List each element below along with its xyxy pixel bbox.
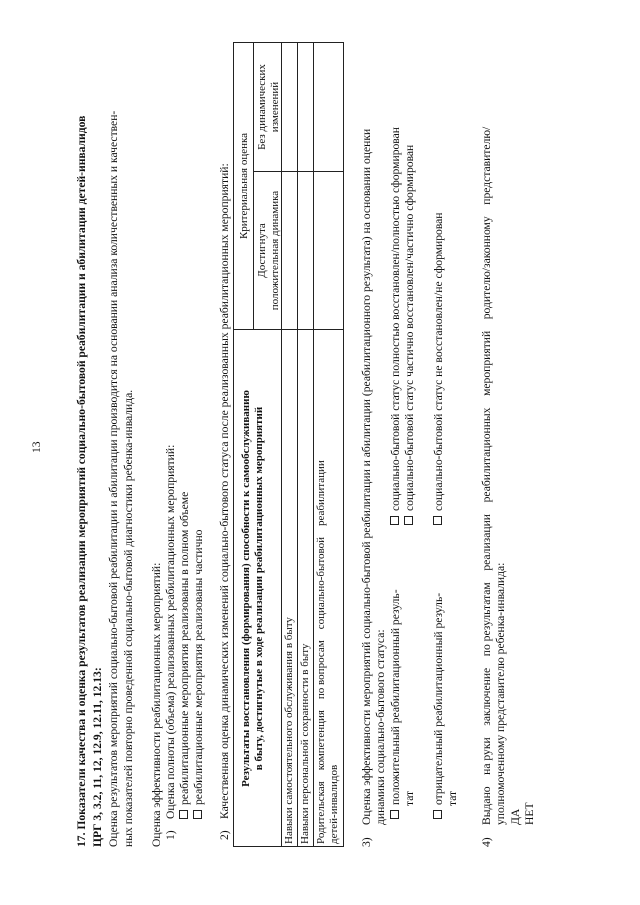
table-row-divider xyxy=(313,42,314,847)
positive-result-label: положительный реабилитационный резуль- xyxy=(389,589,402,805)
page-number: 13 xyxy=(30,441,43,453)
header-results-line1: Результаты восстановления (формирования) способности к самообслуживанию xyxy=(240,390,252,787)
section-heading: 17. Показатели качества и оценка результатов реализации мероприятий социально-бытовой реабилитации и абилитации детей-инвалидов xyxy=(75,115,88,847)
header-no-dynamics-line2: изменений xyxy=(268,81,281,133)
table-col-divider xyxy=(233,329,344,330)
option-partial xyxy=(192,530,205,819)
option-full xyxy=(178,492,191,819)
negative-option-label: социально-бытовой статус не восстановлен/не сформирован xyxy=(432,212,445,511)
negative-result-checkbox[interactable] xyxy=(433,810,442,819)
item-3-number: 3) xyxy=(360,837,373,847)
section-heading-codes: ЦРГ 3, 3.2, 11, 12, 12.9, 12.11, 12.13: xyxy=(91,667,104,847)
positive-option-partial xyxy=(403,145,416,525)
table-group-divider xyxy=(253,42,254,330)
table-row-parental-line2: детей-инвалидов xyxy=(327,764,340,844)
negative-result-cont: тат xyxy=(446,790,459,806)
positive-option-partial-checkbox[interactable] xyxy=(404,516,413,525)
positive-option-full-checkbox[interactable] xyxy=(390,516,399,525)
table-border-top xyxy=(233,42,234,847)
header-achieved xyxy=(256,173,281,328)
header-results-line2: в быту, достигнутые в ходе реализации реабилитационных мероприятий xyxy=(252,406,265,771)
table-border-left xyxy=(233,846,344,847)
item-1-text: Оценка полноты (объема) реализованных реабилитационных мероприятий: xyxy=(164,444,177,819)
item-3-text: Оценка эффективности мероприятий социально-бытовой реабилитации и абилитации (реабилитационного результата) на основании оценки xyxy=(360,128,373,825)
table-header-bottom xyxy=(281,42,282,847)
header-no-dynamics-line1: Без динамических xyxy=(256,64,268,150)
negative-option xyxy=(432,212,445,525)
header-achieved-line1: Достигнута xyxy=(256,223,268,278)
negative-option-checkbox[interactable] xyxy=(433,516,442,525)
header-criteria: Критериальная оценка xyxy=(238,132,250,240)
option-partial-checkbox[interactable] xyxy=(193,810,202,819)
item-4-number: 4) xyxy=(480,837,493,847)
header-results xyxy=(240,332,265,845)
answer-yes: ДА xyxy=(509,808,522,825)
item-2-text: Качественная оценка динамических изменений социально-бытового статуса после реализованных реабилитационных мероприятий: xyxy=(218,163,231,819)
positive-result-cont: тат xyxy=(403,790,416,806)
table-row-parental-line1: Родительская компетенция по вопросам социально-бытовой реабилитации xyxy=(315,460,327,844)
positive-option-full-label: социально-бытовой статус полностью восстановлен/полностью сформирован xyxy=(389,127,402,511)
answer-no: НЕТ xyxy=(523,802,536,825)
table-border-right xyxy=(233,42,344,43)
section-paragraph-cont: ных показателей повторно проведенной социально-бытовой диагностики ребенка-инвалида. xyxy=(122,389,135,847)
table-row-self-service: Навыки самостоятельного обслуживания в быту xyxy=(283,617,295,844)
positive-option-partial-label: социально-бытовой статус частично восстановлен/частично сформирован xyxy=(403,144,416,511)
effectiveness-title: Оценка эффективности реабилитационных мероприятий: xyxy=(150,562,163,847)
item-4-text: Выдано на руки заключение по результатам реализации реабилитационных мероприятий родителю/законному представителю/ xyxy=(480,126,493,825)
item-3-text-cont: динамики социально-бытового статуса: xyxy=(374,629,387,825)
item-1-number: 1) xyxy=(164,830,177,840)
table-row-divider xyxy=(297,42,298,847)
table-col-divider xyxy=(253,171,344,172)
option-partial-label: реабилитационные мероприятия реализованы частично xyxy=(192,529,205,805)
table-row-parental-competence xyxy=(315,332,340,844)
header-no-dynamics xyxy=(256,44,281,170)
section-paragraph: Оценка результатов мероприятий социально-бытовой реабилитации и абилитации производится на основании анализа количественных и качествен- xyxy=(107,110,120,847)
option-full-label: реабилитационные мероприятия реализованы в полном объеме xyxy=(178,491,191,805)
positive-option-full xyxy=(389,127,402,525)
positive-result xyxy=(389,589,402,819)
positive-result-checkbox[interactable] xyxy=(390,810,399,819)
table-row-personal-safety: Навыки персональной сохранности в быту xyxy=(299,643,311,844)
header-achieved-line2: положительная динамика xyxy=(268,190,281,311)
option-full-checkbox[interactable] xyxy=(179,810,188,819)
negative-result-label: отрицательный реабилитационный резуль- xyxy=(432,592,445,805)
item-4-text-cont: уполномоченному представителю ребенка-инвалида: xyxy=(494,562,507,825)
table-border-bottom xyxy=(343,42,344,847)
item-2-number: 2) xyxy=(218,830,231,840)
negative-result xyxy=(432,593,445,819)
